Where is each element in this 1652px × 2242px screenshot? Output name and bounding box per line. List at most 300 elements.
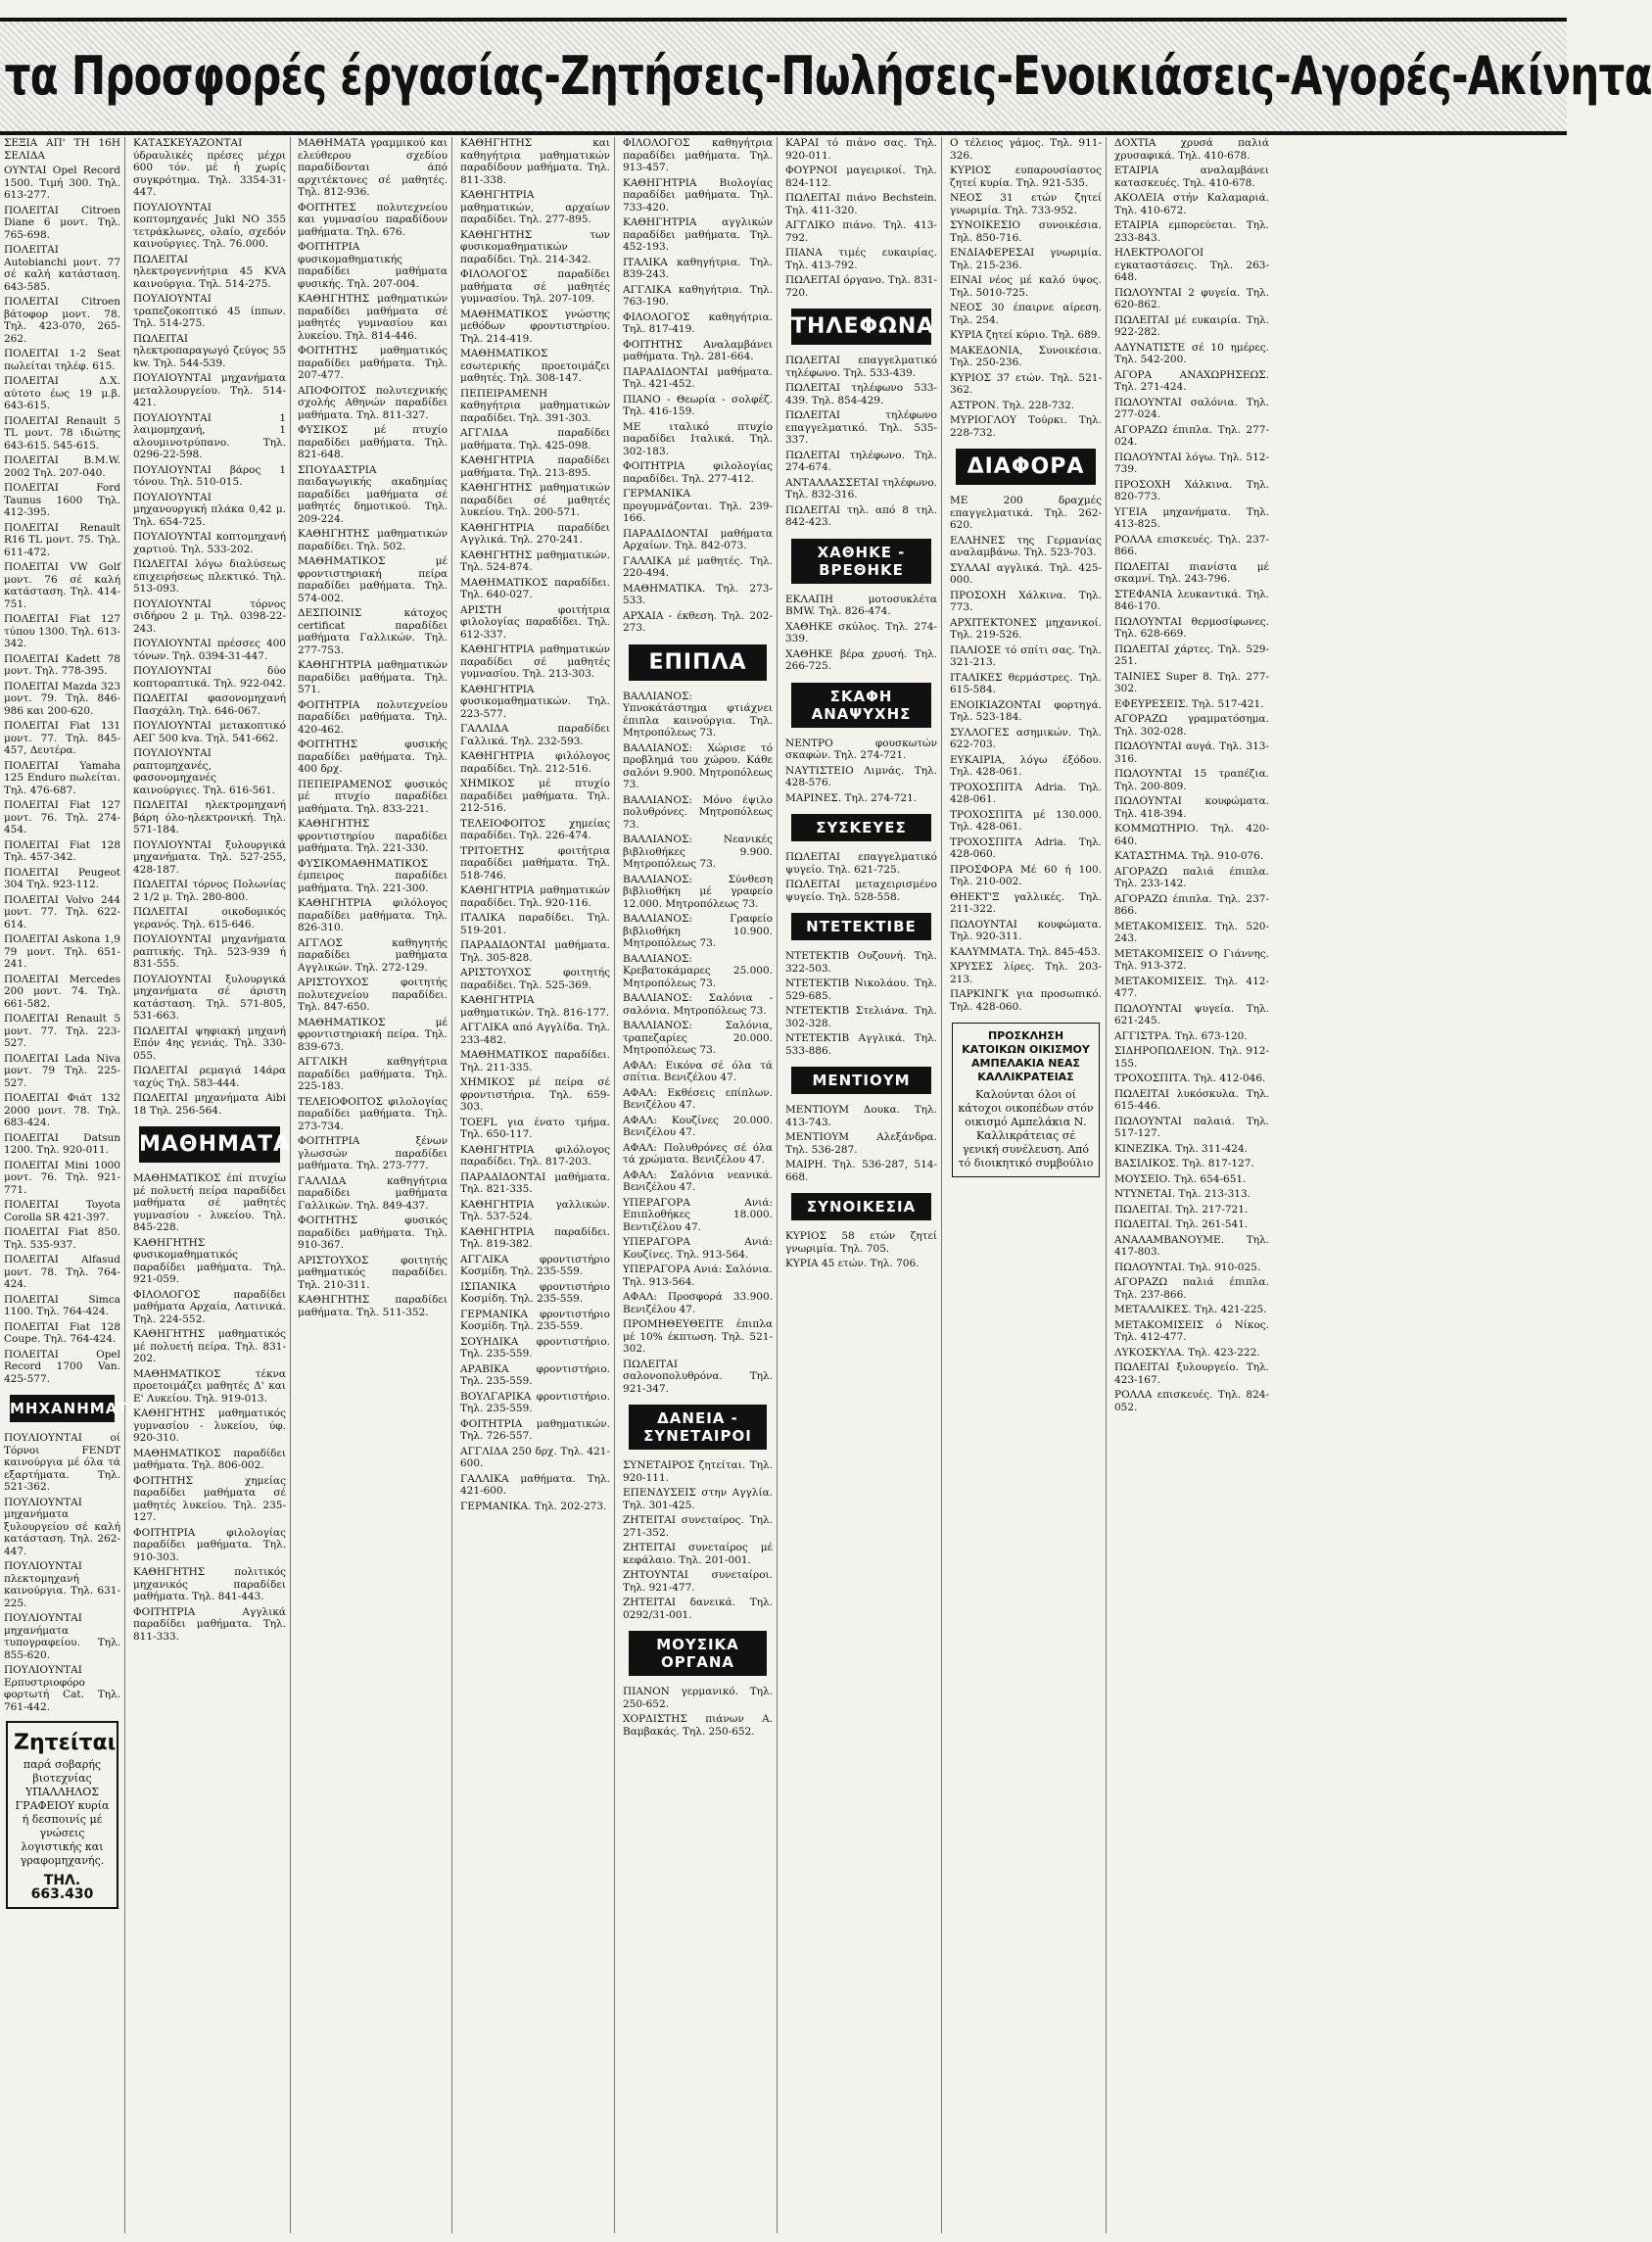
classified-ad: ΦΟΙΤΗΤΡΙΑ πολυτεχνείου παραδίδει μαθήματα. Τηλ. 420-462. [298,698,448,736]
classified-ad: ΚΑΤΑΣΚΕΥΑΖΟΝΤΑΙ ύδραυλικές πρέσες μέχρι 600 τόν. μέ ή χωρίς συγκρότημα. Τηλ. 3354-31-447. [133,137,286,198]
classified-ad: ΚΑΘΗΓΗΤΡΙΑ παραδίδει. Τηλ. 819-382. [460,1225,610,1250]
classified-ad: ΠΩΛΕΙΤΑΙ ψηφιακή μηχανή Επόν 4ης γενιάς. Τηλ. 330-055. [133,1025,286,1062]
classified-ad: ΦΟΙΤΗΤΡΙΑ φιλολογίας παραδίδει. Τηλ. 277-412. [623,460,773,485]
classified-ad: ΠΟΥΛΙΟΥΝΤΑΙ μηχανήματα μεταλλουργείου. Τηλ. 514-421. [133,372,286,408]
classified-ad: ΝΤΕΤΕΚΤΙΒ Ουζουνή. Τηλ. 322-503. [785,950,937,975]
classified-ad: ΑΓΟΡΑ ΑΝΑΧΩΡΗΣΕΩΣ. Τηλ. 271-424. [1114,368,1269,393]
classified-ad: ΜΑΘΗΜΑΤΙΚΟΣ παραδίδει μαθήματα. Τηλ. 806-002. [133,1447,286,1471]
classified-ad: ΠΟΥΛΙΟΥΝΤΑΙ 1 λαιμομηχανή, 1 αλουμινοτρύπανο. Τηλ. 0296-22-598. [133,411,286,460]
ads-list [950,137,1102,439]
classified-ad: ΚΑΘΗΓΗΤΡΙΑ μαθηματικών παραδίδει σέ μαθητές γυμνασίου. Τηλ. 213-303. [460,644,610,680]
classified-ad: ΠΟΛΕΙΤΑΙ Fiat 127 τύπου 1300. Τηλ. 613-342. [4,613,120,649]
classified-ad: ΑΣΤΡΟΝ. Τηλ. 228-732. [950,399,1075,411]
classified-ad: ΠΟΥΛΙΟΥΝΤΑΙ δύο κοπτοραπτικά. Τηλ. 922-042. [133,665,286,690]
classified-ad: ΑΓΓΛΙΚΑ φροντιστήριο Κοσμίδη. Τηλ. 235-559. [460,1253,610,1277]
ads-list [785,137,937,299]
section-header-instruments: ΜΟΥΣΙΚΑ ΟΡΓΑΝΑ [629,1631,767,1676]
classified-ad: ΑΦΑΛ: Σαλόνια νεανικά. Βενιζέλου 47. [623,1169,773,1193]
classified-ad: ΠΟΛΕΙΤΑΙ Peugeot 304 Τηλ. 923-112. [4,866,120,890]
section-header-loans: ΔΑΝΕΙΑ - ΣΥΝΕΤΑΙΡΟΙ [629,1405,767,1450]
classified-ad: ΒΑΣΙΛΙΚΟΣ. Τηλ. 817-127. [1114,1158,1254,1169]
classified-ad: ΣΙΔΗΡΟΠΩΛΕΙΟΝ. Τηλ. 912-155. [1114,1045,1269,1070]
classified-ad: ΠΟΛΕΙΤΑΙ Volvo 244 μοντ. 77. Τηλ. 622-614. [4,893,120,930]
classified-ad: ΠΟΥΛΙΟΥΝΤΑΙ Ερπυστριοφόρο φορτωτή Cat. Τηλ. 761-442. [4,1664,120,1713]
classified-ad: ΠΕΠΕΙΡΑΜΕΝΗ καθηγήτρια μαθηματικών παραδίδει. Τηλ. 391-303. [460,387,610,424]
classified-ad: ΠΩΛΟΥΝΤΑΙ. Τηλ. 910-025. [1114,1261,1261,1273]
section-header-boats: ΣΚΑΦΗ ΑΝΑΨΥΧΗΣ [791,683,931,728]
classified-ad: ΠΟΛΕΙΤΑΙ Yamaha 125 Enduro πωλείται. Τηλ. 476-687. [4,759,120,796]
classified-ad: ΠΟΥΛΙΟΥΝΤΑΙ ξυλουργικά μηχανήματα σέ άριστη κατάσταση. Τηλ. 571-805, 531-663. [133,973,286,1022]
classified-ad: ΓΑΛΛΙΚΑ μέ μαθητές. Τηλ. 220-494. [623,554,773,579]
classified-ad: ΣΕΞΙΑ ΑΠ' ΤΗ 16Η ΣΕΛΙΔΑ [4,137,120,162]
classified-ad: ΜΑΘΗΜΑΤΙΚΟΣ μέ φροντιστηριακή πείρα. Τηλ. 839-673. [298,1016,448,1053]
masthead-title: τα Προσφορές έργασίας-Ζητήσεις-Πωλήσεις-Ενοικιάσεις-Αγορές-Ακίνητα [4,45,1652,107]
classified-ad: ΕΥΚΑΙΡΙΑ, λόγω έξόδου. Τηλ. 428-061. [950,753,1102,778]
classified-ad: ΒΑΛΛΙΑΝΟΣ: Νεανικές βιβλιοθήκες 9.900. Μητροπόλεως 73. [623,834,773,870]
column-4 [456,137,615,2233]
classified-ad: ΣΠΟΥΔΑΣΤΡΙΑ παιδαγωγικής ακαδημίας παραδίδει μαθήματα σέ μαθητές δημοτικού. Τηλ. 209-224. [298,463,448,525]
classified-ad: ΜΑΘΗΜΑΤΙΚΟΣ έπί πτυχίω μέ πολυετή πείρα παραδίδει μαθήματα σέ μαθητές γυμνασίου - λυκείου. Τηλ. 845-228. [133,1172,286,1233]
classified-ad: ΠΩΛΕΙΤΑΙ τηλέφωνο 533-439. Τηλ. 854-429. [785,382,937,406]
ads-list [950,495,1102,1013]
classified-ad: ΠΟΛΕΙΤΑΙ Fiat 128 Τηλ. 457-342. [4,838,120,863]
classified-ad: ΠΟΥΛΙΟΥΝΤΑΙ μηχανήματα ραπτικής. Τηλ. 523-939 ή 831-555. [133,933,286,970]
classified-ad: ΠΡΟΣΟΧΗ Χάλκινα. Τηλ. 820-773. [1114,478,1269,502]
classified-ad: ΜΑΡΙΝΕΣ. Τηλ. 274-721. [785,791,918,804]
ads-list [623,1459,773,1621]
classified-ad: ΚΑΘΗΓΗΤΡΙΑ παραδίδει Αγγλικά. Τηλ. 270-241. [460,521,610,546]
classified-ad: ΠΟΛΕΙΤΑΙ Mercedes 200 μοντ. 74. Τηλ. 661-582. [4,973,120,1010]
classified-ad: ΤΕΛΕΙΟΦΟΙΤΟΣ χημείας παραδίδει. Τηλ. 226-474. [460,817,610,841]
classified-ad: ΠΙΑΝΑ τιμές ευκαιρίας. Τηλ. 413-792. [785,247,937,271]
classified-ad: ΠΡΟΜΗΘΕΥΘΕΙΤΕ έπιπλα μέ 10% έκπτωση. Τηλ. 521-302. [623,1318,773,1355]
classified-ad: ΑΡΧΙΤΕΚΤΟΝΕΣ μηχανικοί. Τηλ. 219-526. [950,616,1102,641]
classified-ad: ΦΟΙΤΗΤΡΙΑ φυσικομαθηματικής παραδίδει μαθήματα φυσικής. Τηλ. 207-004. [298,241,448,290]
classified-ad: ΑΡΙΣΤΟΥΧΟΣ φοιτητής πολυτεχνείου παραδίδει. Τηλ. 847-650. [298,977,448,1013]
classified-ad: ΕΠΕΝΔΥΣΕΙΣ στην Αγγλία. Τηλ. 301-425. [623,1487,773,1511]
classified-ad: ΑΔΥΝΑΤΙΣΤΕ σέ 10 ημέρες. Τηλ. 542-200. [1114,341,1269,365]
classified-ad: ΒΟΥΛΓΑΡΙΚΑ φροντιστήριο. Τηλ. 235-559. [460,1390,610,1414]
classified-ad: ΣΥΝΟΙΚΕΣΙΟ συνοικέσια. Τηλ. 850-716. [950,219,1102,244]
classified-ad: ΚΑΘΗΓΗΤΗΣ φυσικομαθηματικός παραδίδει μαθήματα. Τηλ. 921-059. [133,1236,286,1285]
classified-ad: ΓΑΛΛΙΔΑ καθηγήτρια παραδίδει μαθήματα Γαλλικών. Τηλ. 849-437. [298,1174,448,1212]
classified-ad: ΚΑΘΗΓΗΤΗΣ μαθηματικών παραδίδει. Τηλ. 502. [298,528,448,552]
ads-list [785,1104,937,1183]
classified-ad: ΖΗΤΟΥΝΤΑΙ συνεταίροι. Τηλ. 921-477. [623,1569,773,1594]
classified-ad: ΠΩΛΕΙΤΑΙ ηλεκτρομηχανή βάρη όλο-ηλεκτρονική. Τηλ. 571-184. [133,799,286,835]
classified-ad: ΠΑΡΑΔΙΔΟΝΤΑΙ μαθήματα Αρχαίων. Τηλ. 842-073. [623,527,773,551]
ads-list [133,1172,286,1643]
classified-ad: ΜΑΘΗΜΑΤΙΚΟΣ παραδίδει. Τηλ. 640-027. [460,576,610,600]
classified-ad: ΚΥΡΙΑ ζητεί κύριο. Τηλ. 689. [950,329,1101,341]
classified-ad: ΦΟΙΤΗΤΗΣ χημείας παραδίδει μαθήματα σέ μαθητές λυκείου. Τηλ. 235-127. [133,1474,286,1523]
classified-ad: ΠΟΥΛΙΟΥΝΤΑΙ τόρνος σιδήρου 2 μ. Τηλ. 0398-22-243. [133,597,286,635]
classified-ad: ΠΟΥΛΙΟΥΝΤΑΙ πλεκτομηχανή καινούργια. Τηλ. 631-225. [4,1560,120,1609]
classified-ad: ΠΟΛΕΙΤΑΙ Fiat 131 μοντ. 77. Τηλ. 845-457, Δευτέρα. [4,720,120,756]
classified-ad: ΚΑΘΗΓΗΤΡΙΑ μαθηματικών, αρχαίων παραδίδει. Τηλ. 277-895. [460,189,610,225]
job-ad-box [6,1721,118,1909]
classified-ad: ΠΩΛΟΥΝΤΑΙ 15 τραπέζια. Τηλ. 200-809. [1114,768,1269,792]
classified-ad: ΕΙΝΑΙ νέος μέ καλό ύψος. Τηλ. 5010-725. [950,274,1102,299]
classified-ad: ΦΟΙΤΗΤΗΣ φυσικής παραδίδει μαθήματα. Τηλ. 400 δρχ. [298,739,448,775]
classified-ad: ΦΟΙΤΗΤΡΙΑ Αγγλικά παραδίδει μαθήματα. Τηλ. 811-333. [133,1605,286,1643]
section-header-lessons: ΜΑΘΗΜΑΤΑ [139,1126,280,1163]
classified-ad: ΚΑΘΗΓΗΤΗΣ παραδίδει μαθήματα. Τηλ. 511-352. [298,1294,448,1318]
classified-ad: ΙΤΑΛΙΚΑ καθηγήτρια. Τηλ. 839-243. [623,256,773,280]
classified-ad: ΡΟΛΛΑ επισκευές. Τηλ. 824-052. [1114,1389,1269,1413]
classified-ad: ΗΛΕΚΤΡΟΛΟΓΟΙ εγκαταστάσεις. Τηλ. 263-648. [1114,247,1269,283]
classified-ad: ΠΟΛΕΙΤΑΙ Askona 1,9 79 μοντ. Τηλ. 651-241. [4,933,120,970]
classified-ad: ΤΕΛΕΙΟΦΟΙΤΟΣ φιλολογίας παραδίδει μαθήματα. Τηλ. 273-734. [298,1095,448,1132]
classified-ad: ΚΑΘΗΓΗΤΡΙΑ γαλλικών. Τηλ. 537-524. [460,1198,610,1222]
classified-ad: ΑΓΓΛΟΣ καθηγητής παραδίδει μαθήματα Αγγλικών. Τηλ. 272-129. [298,936,448,974]
classified-ad: ΑΦΑΛ: Εκθέσεις επίπλων. Βενιζέλου 47. [623,1086,773,1111]
classified-ad: ΙΤΑΛΙΚΑ παραδίδει. Τηλ. 519-201. [460,912,610,936]
classified-ad: ΠΟΥΛΙΟΥΝΤΑΙ κοπτομηχανή χαρτιού. Τηλ. 533-202. [133,531,286,555]
section-header-telephones: ΤΗΛΕΦΩΝΑ [791,309,931,345]
classified-ad: ΠΡΟΣΦΟΡΑ Μέ 60 ή 100. Τηλ. 210-002. [950,863,1102,887]
classified-ad: ΠΑΛΙΟΣΕ τό σπίτι σας. Τηλ. 321-213. [950,644,1102,668]
classified-ad: ΚΑΡΑΙ τό πιάνο σας. Τηλ. 920-011. [785,137,937,162]
classified-ad: ΤΡΟΧΟΣΠΙΤΑ Adria. Τηλ. 428-061. [950,781,1102,805]
classified-ad: ΦΟΙΤΗΤΗΣ Αναλαμβάνει μαθήματα. Τηλ. 281-664. [623,338,773,362]
classified-ad: ΠΩΛΕΙΤΑΙ ξυλουργείο. Τηλ. 423-167. [1114,1361,1269,1386]
classified-ad: ΝΤΕΤΕΚΤΙΒ Αγγλικά. Τηλ. 533-886. [785,1032,937,1057]
classified-ad: ΠΟΛΕΙΤΑΙ Δ.Χ. αύτοτο έως 19 μ.β. 643-615. [4,375,120,411]
classified-ad: ΠΩΛΟΥΝΤΑΙ κουφώματα. Τηλ. 418-394. [1114,795,1269,820]
classified-ad: ΥΓΕΙΑ μηχανήματα. Τηλ. 413-825. [1114,505,1269,530]
classified-ad: ΔΟΧΤΙΑ χρυσά παλιά χρυσαφικά. Τηλ. 410-678. [1114,137,1269,162]
classified-ad: ΖΗΤΕΙΤΑΙ συνεταίρος. Τηλ. 271-352. [623,1514,773,1539]
classified-ad: ΕΦΕΥΡΕΣΕΙΣ. Τηλ. 517-421. [1114,697,1264,710]
classified-ad: Ο τέλειος γάμος. Τηλ. 911-326. [950,137,1102,162]
classified-ad: ΠΟΛΕΙΤΑΙ Ford Taunus 1600 Τηλ. 412-395. [4,482,120,518]
classified-ad: ΚΑΘΗΓΗΤΗΣ φροντιστηρίου παραδίδει μαθήματα. Τηλ. 221-330. [298,818,448,854]
classified-ad: ΠΟΛΕΙΤΑΙ Renault 5 μοντ. 77. Τηλ. 223-527. [4,1013,120,1049]
column-2 [129,137,291,2233]
classified-ad: ΜΕΤΑΚΟΜΙΣΕΙΣ. Τηλ. 412-477. [1114,975,1269,999]
classified-ad: ΠΟΥΛΙΟΥΝΤΑΙ ξυλουργικά μηχανήματα. Τηλ. 527-255, 428-187. [133,838,286,876]
ads-list [785,950,937,1057]
classified-ad: ΑΓΟΡΑΖΩ παλιά έπιπλα. Τηλ. 233-142. [1114,865,1269,889]
classified-ad: ΜΑΘΗΜΑΤΑ γραμμικού και ελεύθερου σχεδίου παραδίδονται άπό αρχιτέκτονες σέ μαθητές. Τηλ. 812-936. [298,137,448,198]
classified-ad: ΕΝΔΙΑΦΕΡΕΣΑΙ γνωριμία. Τηλ. 215-236. [950,247,1102,271]
ads-list [785,355,937,529]
section-header-appliances: ΣΥΣΚΕΥΕΣ [791,814,931,841]
classified-ad: ΚΑΘΗΓΗΤΗΣ και καθηγήτρια μαθηματικών παραδίδουν μαθήματα. Τηλ. 811-338. [460,137,610,186]
classified-ad: ΒΑΛΛΙΑΝΟΣ: Μόνο έψιλο πολυθρόνες. Μητροπόλεως 73. [623,793,773,831]
classified-ad: ΜΕΝΤΙΟΥΜ Δουκα. Τηλ. 413-743. [785,1104,937,1128]
classified-ad: ΦΥΣΙΚΟΜΑΘΗΜΑΤΙΚΟΣ έμπειρος παραδίδει μαθήματα. Τηλ. 221-300. [298,857,448,894]
ads-list [785,594,937,673]
classified-ad: ΜΑΘΗΜΑΤΙΚΟΣ εσωτερικής προετοιμάζει μαθητές. Τηλ. 308-147. [460,348,610,384]
classified-ad: ΜΑΘΗΜΑΤΙΚΟΣ τέκνα προετοιμάζει μαθητές Δ' και Ε' Λυκείου. Τηλ. 919-013. [133,1367,286,1405]
classified-ad: ΜΕΝΤΙΟΥΜ Αλεξάνδρα. Τηλ. 536-287. [785,1131,937,1156]
classified-ad: ΠΟΛΕΙΤΑΙ Renault R16 TL μοντ. 75. Τηλ. 611-472. [4,521,120,558]
classified-ad: ΑΓΓΛΙΚΟ πιάνο. Τηλ. 413-792. [785,219,937,244]
ads-list [460,137,610,1512]
classified-ad: ΠΟΥΛΙΟΥΝΤΑΙ μηχανήματα τυπογραφείου. Τηλ. 855-620. [4,1612,120,1661]
classified-ad: ΠΟΛΕΙΤΑΙ VW Golf μοντ. 76 σέ καλή κατάσταση. Τηλ. 414-751. [4,561,120,610]
section-header-matchmaking: ΣΥΝΟΙΚΕΣΙΑ [791,1193,931,1220]
classified-ad: ΜΑΙΡΗ. Τηλ. 536-287, 514-668. [785,1159,937,1183]
classified-ad: ΜΟΥΣΕΙΟ. Τηλ. 654-651. [1114,1172,1247,1185]
classified-ad: ΕΤΑΙΡΙΑ αναλαμβάνει κατασκευές. Τηλ. 410-678. [1114,165,1269,189]
ads-list [4,1432,120,1713]
classified-ad: ΦΟΙΤΗΤΕΣ πολυτεχνείου και γυμνασίου παραδίδουν μαθήματα. Τηλ. 676. [298,201,448,238]
classified-ad: ΠΩΛΕΙΤΑΙ ρεμαγιά 14άρα ταχύς Τηλ. 583-444. [133,1065,286,1089]
classified-ad: ΠΩΛΕΙΤΑΙ τηλ. από 8 τηλ. 842-423. [785,503,937,528]
classified-ad: ΠΑΡΑΔΙΔΟΝΤΑΙ μαθήματα. Τηλ. 821-335. [460,1170,610,1195]
ads-list [785,1230,937,1270]
classified-ad: ΚΑΘΗΓΗΤΗΣ πολιτικός μηχανικός παραδίδει μαθήματα. Τηλ. 841-443. [133,1566,286,1602]
classified-ad: ΠΟΛΕΙΤΑΙ Fiat 128 Coupe. Τηλ. 764-424. [4,1320,120,1345]
classified-ad: ΜΕΤΑΚΟΜΙΣΕΙΣ Ο Γιάννης. Τηλ. 913-372. [1114,947,1269,972]
classified-ad: ΠΙΑΝΟΝ γερμανικό. Τηλ. 250-652. [623,1686,773,1710]
classified-ad: ΑΡΧΑΙΑ - έκθεση. Τηλ. 202-273. [623,609,773,634]
classified-ad: ΦΟΙΤΗΤΡΙΑ ξένων γλωσσών παραδίδει μαθήματα. Τηλ. 273-777. [298,1135,448,1171]
classified-ad: ΒΑΛΛΙΑΝΟΣ: Υπνοκάτάστημα φτιάχνει έπιπλα καινούργια. Τηλ. Μητροπόλεως 73. [623,690,773,739]
classified-ad: ΣΥΝΕΤΑΙΡΟΣ ζητείται. Τηλ. 920-111. [623,1459,773,1484]
classified-ad: ΠΑΡΚΙΝΓΚ για προσωπικό. Τηλ. 428-060. [950,988,1102,1013]
classified-ad: ΚΥΡΙΟΣ ευπαρουσίαστος ζητεί κυρία. Τηλ. 921-535. [950,165,1102,189]
classified-ad: ΑΡΙΣΤΟΥΧΟΣ φοιτητής μαθηματικός παραδίδει. Τηλ. 210-311. [298,1254,448,1291]
classified-ad: ΓΕΡΜΑΝΙΚΑ προγυμνάζονται. Τηλ. 239-166. [623,488,773,524]
column-6 [781,137,942,2233]
column-1 [0,137,142,2233]
classified-ad: ΠΟΛΕΙΤΑΙ Β.Μ.W. 2002 Τηλ. 207-040. [4,454,120,479]
classified-ad: ΠΟΥΛΙΟΥΝΤΑΙ ραπτομηχανές, φασονομηχανές καινούργιες. Τηλ. 616-561. [133,747,276,796]
classified-ad: ΚΥΡΙΟΣ 58 ετών ζητεί γνωριμία. Τηλ. 705. [785,1230,937,1255]
classified-ad: ΠΟΛΕΙΤΑΙ Alfasud μοντ. 78. Τηλ. 764-424. [4,1254,120,1290]
classified-ad: ΚΥΡΙΟΣ 37 ετών. Τηλ. 521-362. [950,371,1102,396]
classified-ad: ΠΩΛΕΙΤΑΙ οικοδομικός γερανός. Τηλ. 615-646. [133,906,286,930]
classified-ad: ΠΩΛΕΙΤΑΙ. Τηλ. 217-721. [1114,1203,1249,1216]
classified-ad: TOEFL για ένατο τμήμα. Τηλ. 650-117. [460,1116,610,1140]
classified-ad: ΣΥΛΛΟΓΕΣ ασημικών. Τηλ. 622-703. [950,726,1102,750]
classified-ad: ΠΟΥΛΙΟΥΝΤΑΙ κοπτομηχανές Jukl ΝΟ 355 τετράκλωνες, ολαίο, σχεδόν καινούργιες. Τηλ. 76.000. [133,201,286,250]
notice-body: Καλούνται όλοι οί κάτοχοι οικοπέδων στόν οικισμό Αμπελάκια Ν. Καλλικράτειας σέ γενική συνέλευση. Από τό διοικητικό συμβούλιο [958,1088,1094,1169]
classified-ad: ΚΑΘΗΓΗΤΗΣ μαθηματικών παραδίδει σέ μαθητές λυκείου. Τηλ. 200-571. [460,482,610,518]
classified-ad: ΠΩΛΕΙΤΑΙ ηλεκτρογεννήτρια 45 KVA καινούργια. Τηλ. 514-275. [133,253,286,290]
classified-ad: ΦΙΛΟΛΟΓΟΣ καθηγήτρια. Τηλ. 817-419. [623,310,773,335]
classified-ad: ΓΑΛΛΙΚΑ μαθήματα. Τηλ. 421-600. [460,1472,610,1497]
classified-ad: ΜΥΡΙΟΓΛΟΥ Τούρκι. Τηλ. 228-732. [950,414,1102,439]
classified-ad: ΑΡΑΒΙΚΑ φροντιστήριο. Τηλ. 235-559. [460,1362,610,1387]
classified-ad: ΠΟΥΛΙΟΥΝΤΑΙ μηχανήματα ξυλουργείου σέ καλή κατάσταση. Τηλ. 262-447. [4,1496,120,1557]
classified-ad: ΠΟΥΛΙΟΥΝΤΑΙ μετακοπτικό ΑΕΓ 500 kva. Τηλ. 541-662. [133,720,286,744]
classified-ad: ΠΟΛΕΙΤΑΙ Citroen Diane 6 μοντ. Τηλ. 765-698. [4,204,120,241]
classified-ad: ΚΑΘΗΓΗΤΡΙΑ φιλόλογος παραδίδει μαθήματα. Τηλ. 826-310. [298,897,448,933]
classified-ad: ΑΓΓΛΙΔΑ παραδίδει μαθήματα. Τηλ. 425-098. [460,427,610,452]
classified-ad: ΜΑΘΗΜΑΤΙΚΟΣ παραδίδει. Τηλ. 211-335. [460,1049,610,1073]
ads-list [785,851,937,903]
classified-ad: ΑΓΓΛΙΔΑ 250 δρχ. Τηλ. 421-600. [460,1445,610,1469]
classified-ad: ΤΡΟΧΟΣΠΙΤΑ. Τηλ. 412-046. [1114,1073,1266,1084]
classified-ad: ΑΝΤΑΛΛΑΣΣΕΤΑΙ τηλέφωνο. Τηλ. 832-316. [785,476,937,501]
classified-ad: ΠΟΛΕΙΤΑΙ Renault 5 TL μοντ. 78 ιδιώτης 643-615. 545-615. [4,414,120,452]
classified-ad: ΠΩΛΟΥΝΤΑΙ 2 φυγεία. Τηλ. 620-862. [1114,286,1269,310]
classified-ad: ΜΕΤΑΚΟΜΙΣΕΙΣ ό Νίκος. Τηλ. 412-477. [1114,1318,1269,1343]
classified-ad: ΑΝΑΛΑΜΒΑΝΟΥΜΕ. Τηλ. 417-803. [1114,1233,1269,1258]
classified-ad: ΓΕΡΜΑΝΙΚΑ. Τηλ. 202-273. [460,1500,607,1512]
classified-ad: ΚΑΘΗΓΗΤΗΣ μαθηματικός μέ πολυετή πείρα. Τηλ. 831-202. [133,1328,286,1364]
classified-ad: ΠΟΛΕΙΤΑΙ Fiat 127 μοντ. 76. Τηλ. 274-454. [4,799,120,835]
classified-ad: ΠΟΛΕΙΤΑΙ Simca 1100. Τηλ. 764-424. [4,1293,120,1317]
classified-ad: ΒΑΛΛΙΑΝΟΣ: Χώρισε τό προβλημά του χώρου. Κάθε σαλόνι 9.900. Μητροπόλεως 73. [623,741,773,790]
classified-ad: ΝΤΕΤΕΚΤΙΒ Νικολάου. Τηλ. 529-685. [785,978,937,1002]
classified-ad: ΠΑΡΑΔΙΔΟΝΤΑΙ μαθήματα. Τηλ. 421-452. [623,365,773,390]
classified-ad: ΒΑΛΛΙΑΝΟΣ: Γραφείο βιβλιοθήκη 10.900. Μητροπόλεως 73. [623,913,773,949]
classified-ad: ΑΦΑΛ: Προσφορά 33.900. Βενιζέλου 47. [623,1291,773,1315]
classified-ad: ΠΩΛΕΙΤΑΙ επαγγελματικό τηλέφωνο. Τηλ. 533-439. [785,355,937,379]
job-ad-head: Ζητείται [14,1731,117,1755]
notice-title: ΠΡΟΣΚΛΗΣΗ ΚΑΤΟΙΚΩΝ ΟΙΚΙΣΜΟΥ ΑΜΠΕΛΑΚΙΑ ΝΕΑΣ ΚΑΛΛΙΚΡΑΤΕΙΑΣ [962,1029,1090,1083]
classified-ad: ΣΥΛΛΑΙ αγγλικά. Τηλ. 425-000. [950,561,1102,586]
classified-ad: ΦΟΙΤΗΤΗΣ μαθηματικός παραδίδει μαθήματα. Τηλ. 207-477. [298,345,448,381]
classified-ad: ΠΟΥΛΙΟΥΝΤΑΙ πρέσσες 400 τόνων. Τηλ. 0394-31-447. [133,638,286,662]
classified-ad: ΜΕΤΑΚΟΜΙΣΕΙΣ. Τηλ. 520-243. [1114,920,1269,944]
classified-ad: ΔΕΣΠΟΙΝΙΣ κάτοχος certificat παραδίδει μαθήματα Γαλλικών. Τηλ. 277-753. [298,607,448,656]
residents-notice [952,1023,1100,1177]
classified-ad: ΧΗΜΙΚΟΣ μέ πτυχίο παραδίδει μαθήματα. Τηλ. 212-516. [460,778,610,814]
classified-ad: ΦΙΛΟΛΟΓΟΣ καθηγήτρια παραδίδει μαθήματα. Τηλ. 913-457. [623,137,773,173]
classified-ad: ΠΟΛΕΙΤΑΙ Mini 1000 μοντ. 76. Τηλ. 921-771. [4,1159,120,1196]
classified-ad: ΠΟΛΕΙΤΑΙ Kadett 78 μοντ. Τηλ. 778-395. [4,652,120,677]
classified-ad: ΠΩΛΕΙΤΑΙ. Τηλ. 261-541. [1114,1218,1249,1230]
classified-ad: ΥΠΕΡΑΓΟΡΑ Ανιά: Επιπλοθήκες 18.000. Βεντιζέλου 47. [623,1196,773,1233]
job-ad-body: παρά σοβαρής βιοτεχνίας ΥΠΑΛΛΗΛΟΣ ΓΡΑΦΕΙΟΥ κυρία ή δεσποινίς μέ γνώσεις λογιστικής και γραφομηχανής. [15,1758,110,1867]
classified-ad: ΦΙΛΟΛΟΓΟΣ παραδίδει μαθήματα σέ μαθητές γυμνασίου. Τηλ. 207-109. [460,268,610,305]
classified-ad: ΝΑΥΤΙΣΤΕΙΟ Λιμνάς. Τηλ. 428-576. [785,764,937,788]
classified-ad: ΧΟΡΔΙΣΤΗΣ πιάνων Α. Βαμβακάς. Τηλ. 250-652. [623,1713,773,1738]
classified-ad: ΑΡΙΣΤΗ φοιτήτρια φιλολογίας παραδίδει. Τηλ. 612-337. [460,603,610,641]
classified-ad: ΠΩΛΕΙΤΑΙ λυκόσκυλα. Τηλ. 615-446. [1114,1087,1269,1112]
classified-ad: ΠΙΑΝΟ - Θεωρία - σολφέζ. Τηλ. 416-159. [623,393,773,417]
classified-ad: ΠΩΛΕΙΤΑΙ λόγω διαλύσεως επιχειρήσεως πλεκτικό. Τηλ. 513-093. [133,558,286,595]
ads-list [623,691,773,1396]
classified-ad: ΠΩΛΕΙΤΑΙ μέ ευκαιρία. Τηλ. 922-282. [1114,313,1269,338]
classified-ad: ΣΟΥΗΔΙΚΑ φροντιστήριο. Τηλ. 235-559. [460,1335,610,1360]
classified-ad: ΑΦΑΛ: Κουζίνες 20.000. Βενιζέλου 47. [623,1114,773,1138]
classified-ad: ΠΩΛΟΥΝΤΑΙ παλαιά. Τηλ. 517-127. [1114,1115,1269,1139]
classified-ad: ΠΟΛΕΙΤΑΙ Mazda 323 μοντ. 79. Τηλ. 846-986 και 200-620. [4,680,120,717]
classified-ad: ΠΩΛΕΙΤΑΙ φασονομηχανή Πασχάλη. Τηλ. 646-067. [133,692,286,717]
ads-list [623,1686,773,1738]
classified-ad: ΟΥΝΤΑΙ Opel Record 1500. Τιμή 300. Τηλ. 613-277. [4,165,120,201]
classified-ad: ΠΟΛΕΙΤΑΙ Lada Niva μοντ. 79 Τηλ. 225-527. [4,1052,120,1089]
classified-ad: ΚΑΘΗΓΗΤΗΣ μαθηματικών. Τηλ. 524-874. [460,549,610,573]
classified-ad: ΥΠΕΡΑΓΟΡΑ Ανιά: Κουζίνες. Τηλ. 913-564. [623,1236,773,1261]
classified-ad: ΙΣΠΑΝΙΚΑ φροντιστήριο Κοσμίδη. Τηλ. 235-559. [460,1280,610,1305]
classified-ad: ΝΕΟΣ 31 ετών ζητεί γνωριμία. Τηλ. 733-952. [950,192,1102,216]
classified-ad: ΠΩΛΕΙΤΑΙ τηλέφωνο. Τηλ. 274-674. [785,449,937,473]
classified-ad: ΕΤΑΙΡΙΑ εμπορεύεται. Τηλ. 233-843. [1114,219,1269,244]
classified-ad: ΑΓΓΛΙΚΑ από Αγγλίδα. Τηλ. 233-482. [460,1022,610,1046]
classified-ad: ΕΚΛΑΠΗ μοτοσυκλέτα BMW. Τηλ. 826-474. [785,593,937,617]
classified-ad: ΠΟΛΕΙΤΑΙ Toyota Corolla SR 421-397. [4,1199,120,1223]
classified-ad: ΚΑΘΗΓΗΤΗΣ των φυσικομαθηματικών παραδίδει. Τηλ. 214-342. [460,228,610,265]
classified-ad: ΠΩΛΟΥΝΤΑΙ θερμοσίφωνες. Τηλ. 628-669. [1114,615,1269,640]
section-header-lost-found: ΧΑΘΗΚΕ - ΒΡΕΘΗΚΕ [791,539,931,584]
classified-ad: ΦΟΙΤΗΤΡΙΑ μαθηματικών. Τηλ. 726-557. [460,1417,610,1442]
ads-list [298,137,448,1318]
classified-ad: ΧΑΘΗΚΕ βέρα χρυσή. Τηλ. 266-725. [785,647,937,672]
classified-ad: ΒΑΛΛΙΑΝΟΣ: Σαλόνια - σαλόνια. Μητροπόλεως 73. [623,992,773,1017]
ads-list [785,738,937,805]
column-7 [946,137,1107,2233]
classified-ad: ΚΑΘΗΓΗΤΡΙΑ μαθηματικών παραδίδει μαθήματα. Τηλ. 571. [298,659,448,695]
classified-ad: ΚΑΘΗΓΗΤΡΙΑ αγγλικών παραδίδει μαθήματα. Τηλ. 452-193. [623,216,773,253]
classified-ad: ΜΑΘΗΜΑΤΙΚΟΣ μέ φροντιστηριακή πείρα παραδίδει μαθήματα. Τηλ. 574-002. [298,555,448,604]
classified-ad: ΠΟΥΛΙΟΥΝΤΑΙ μηχανουργική πλάκα 0,42 μ. Τηλ. 654-725. [133,491,286,528]
classified-ad: ΖΗΤΕΙΤΑΙ δανεικά. Τηλ. 0292/31-001. [623,1597,773,1621]
column-3 [294,137,452,2233]
classified-ad: ΜΑΘΗΜΑΤΙΚΟΣ γνώστης μεθόδων φροντιστηρίου. Τηλ. 214-419. [460,308,610,345]
classified-ad: ΑΓΟΡΑΖΩ γραμματόσημα. Τηλ. 302-028. [1114,713,1269,738]
classified-ad: ΜΕΤΑΛΛΙΚΕΣ. Τηλ. 421-225. [1114,1304,1267,1315]
classified-ad: ΒΑΛΛΙΑΝΟΣ: Σαλόνια, τραπεζαρίες 20.000. Μητροπόλεως 73. [623,1020,773,1056]
classified-ad: ΤΑΙΝΙΕΣ Super 8. Τηλ. 277-302. [1114,670,1269,694]
classified-ad: ΑΓΟΡΑΖΩ έπιπλα. Τηλ. 277-024. [1114,423,1269,448]
classified-ad: ΧΡΥΣΕΣ λίρες. Τηλ. 203-213. [950,961,1102,985]
classified-ad: ΠΩΛΕΙΤΑΙ όργανο. Τηλ. 831-720. [785,274,937,299]
classified-ad: ΚΥΡΙΑ 45 ετών. Τηλ. 706. [785,1258,920,1269]
classified-ad: ΠΩΛΕΙΤΑΙ μηχανήματα Aibi 18 Τηλ. 256-564. [133,1092,286,1117]
classified-ad: ΠΟΛΕΙΤΑΙ Citroen βάτοφορ μοντ. 78. Τηλ. 423-070, 265-262. [4,296,120,345]
classified-ad: ΖΗΤΕΙΤΑΙ συνεταίρος μέ κεφάλαιο. Τηλ. 201-001. [623,1542,773,1566]
job-ad-tel: ΤΗΛ. 663.430 [30,1873,94,1902]
classified-ad: ΝΕΝΤΡΟ φουσκωτών σκαφών. Τηλ. 274-721. [785,737,937,761]
classified-ad: ΠΟΥΛΙΟΥΝΤΑΙ βάρος 1 τόνου. Τηλ. 510-015. [133,463,286,488]
classified-ad: ΕΝΟΙΚΙΑΖΟΝΤΑΙ φορτηγά. Τηλ. 523-184. [950,698,1102,723]
classified-ad: ΦΟΥΡΝΟΙ μαγειρικοί. Τηλ. 824-112. [785,165,937,189]
section-header-miscellaneous: ΔΙΑΦΟΡΑ [956,449,1096,485]
classified-ad: ΙΤΑΛΙΚΕΣ θερμάστρες. Τηλ. 615-584. [950,671,1102,695]
classified-ad: ΓΑΛΛΙΔΑ παραδίδει Γαλλικά. Τηλ. 232-593. [460,723,610,747]
classified-ad: ΠΩΛΕΙΤΑΙ χάρτες. Τηλ. 529-251. [1114,643,1269,667]
ads-list [133,137,286,1117]
classified-ad: ΚΟΜΜΩΤΗΡΙΟ. Τηλ. 420-640. [1114,823,1269,847]
classified-ad: ΕΛΛΗΝΕΣ της Γερμανίας αναλαμβάνω. Τηλ. 523-703. [950,534,1102,558]
classified-ad: ΠΟΛΕΙΤΑΙ Φιάτ 132 2000 μοντ. 78. Τηλ. 683-424. [4,1092,120,1128]
classified-ad: ΠΩΛΕΙΤΑΙ επαγγελματικό ψυγείο. Τηλ. 621-725. [785,851,937,876]
classified-ad: ΠΩΛΕΙΤΑΙ σαλονοπολυθρόνα. Τηλ. 921-347. [623,1358,773,1395]
classifieds-masthead [0,18,1652,135]
classified-ad: ΠΑΡΑΔΙΔΟΝΤΑΙ μαθήματα. Τηλ. 305-828. [460,939,610,964]
classified-ad: ΠΟΛΕΙΤΑΙ Opel Record 1700 Van. 425-577. [4,1348,120,1385]
classified-ad: ΝΕΟΣ 30 έπαιρνε αίρεση. Τηλ. 254. [950,302,1102,326]
classified-ad: ΝΤΥΝΕΤΑΙ. Τηλ. 213-313. [1114,1188,1251,1200]
classified-ad: ΒΑΛΛΙΑΝΟΣ: Σύνθεση βιβλιοθήκη μέ γραφείο 12.000. Μητροπόλεως 73. [623,873,773,910]
section-header-furniture: ΕΠΙΠΛΑ [629,644,767,681]
classified-ad: ΑΠΟΦΟΙΤΟΣ πολυτεχνικής σχολής Αθηνών παραδίδει μαθήματα. Τηλ. 811-327. [298,384,448,421]
classified-ad: ΠΟΛΕΙΤΑΙ Autobianchi μοντ. 77 σέ καλή κατάσταση. 643-585. [4,244,120,293]
classified-ad: ΦΟΙΤΗΤΗΣ φυσικός παραδίδει μαθήματα. Τηλ. 910-367. [298,1215,448,1251]
classified-ad: ΠΟΥΛΙΟΥΝΤΑΙ τραπεζοκοπτικό 45 ίππων. Τηλ. 514-275. [133,293,286,329]
classified-ad: ΝΤΕΤΕΚΤΙΒ Στελιάνα. Τηλ. 302-328. [785,1005,937,1029]
classified-ad: ΘΗΕΚΤ'Ξ γαλλικές. Τηλ. 211-322. [950,890,1102,915]
classified-ad: ΚΑΘΗΓΗΤΡΙΑ μαθηματικών παραδίδει. Τηλ. 920-116. [460,884,610,909]
classified-ad: ΑΦΑΛ: Πολυθρόνες σέ όλα τά χρώματα. Βενιζέλου 47. [623,1141,773,1166]
classified-ad: ΑΓΟΡΑΖΩ έπιπλα. Τηλ. 237-866. [1114,892,1269,917]
classified-ad: ΠΟΛΕΙΤΑΙ Fiat 850. Τηλ. 535-937. [4,1226,120,1251]
column-5 [619,137,778,2233]
classified-ad: ΚΑΛΥΜΜΑΤΑ. Τηλ. 845-453. [950,945,1101,958]
column-8 [1110,137,1273,2233]
classified-ad: ΠΕΠΕΙΡΑΜΕΝΟΣ φυσικός μέ πτυχίο παραδίδει μαθήματα. Τηλ. 833-221. [298,778,448,815]
classified-ad: ΚΑΤΑΣΤΗΜΑ. Τηλ. 910-076. [1114,850,1264,862]
